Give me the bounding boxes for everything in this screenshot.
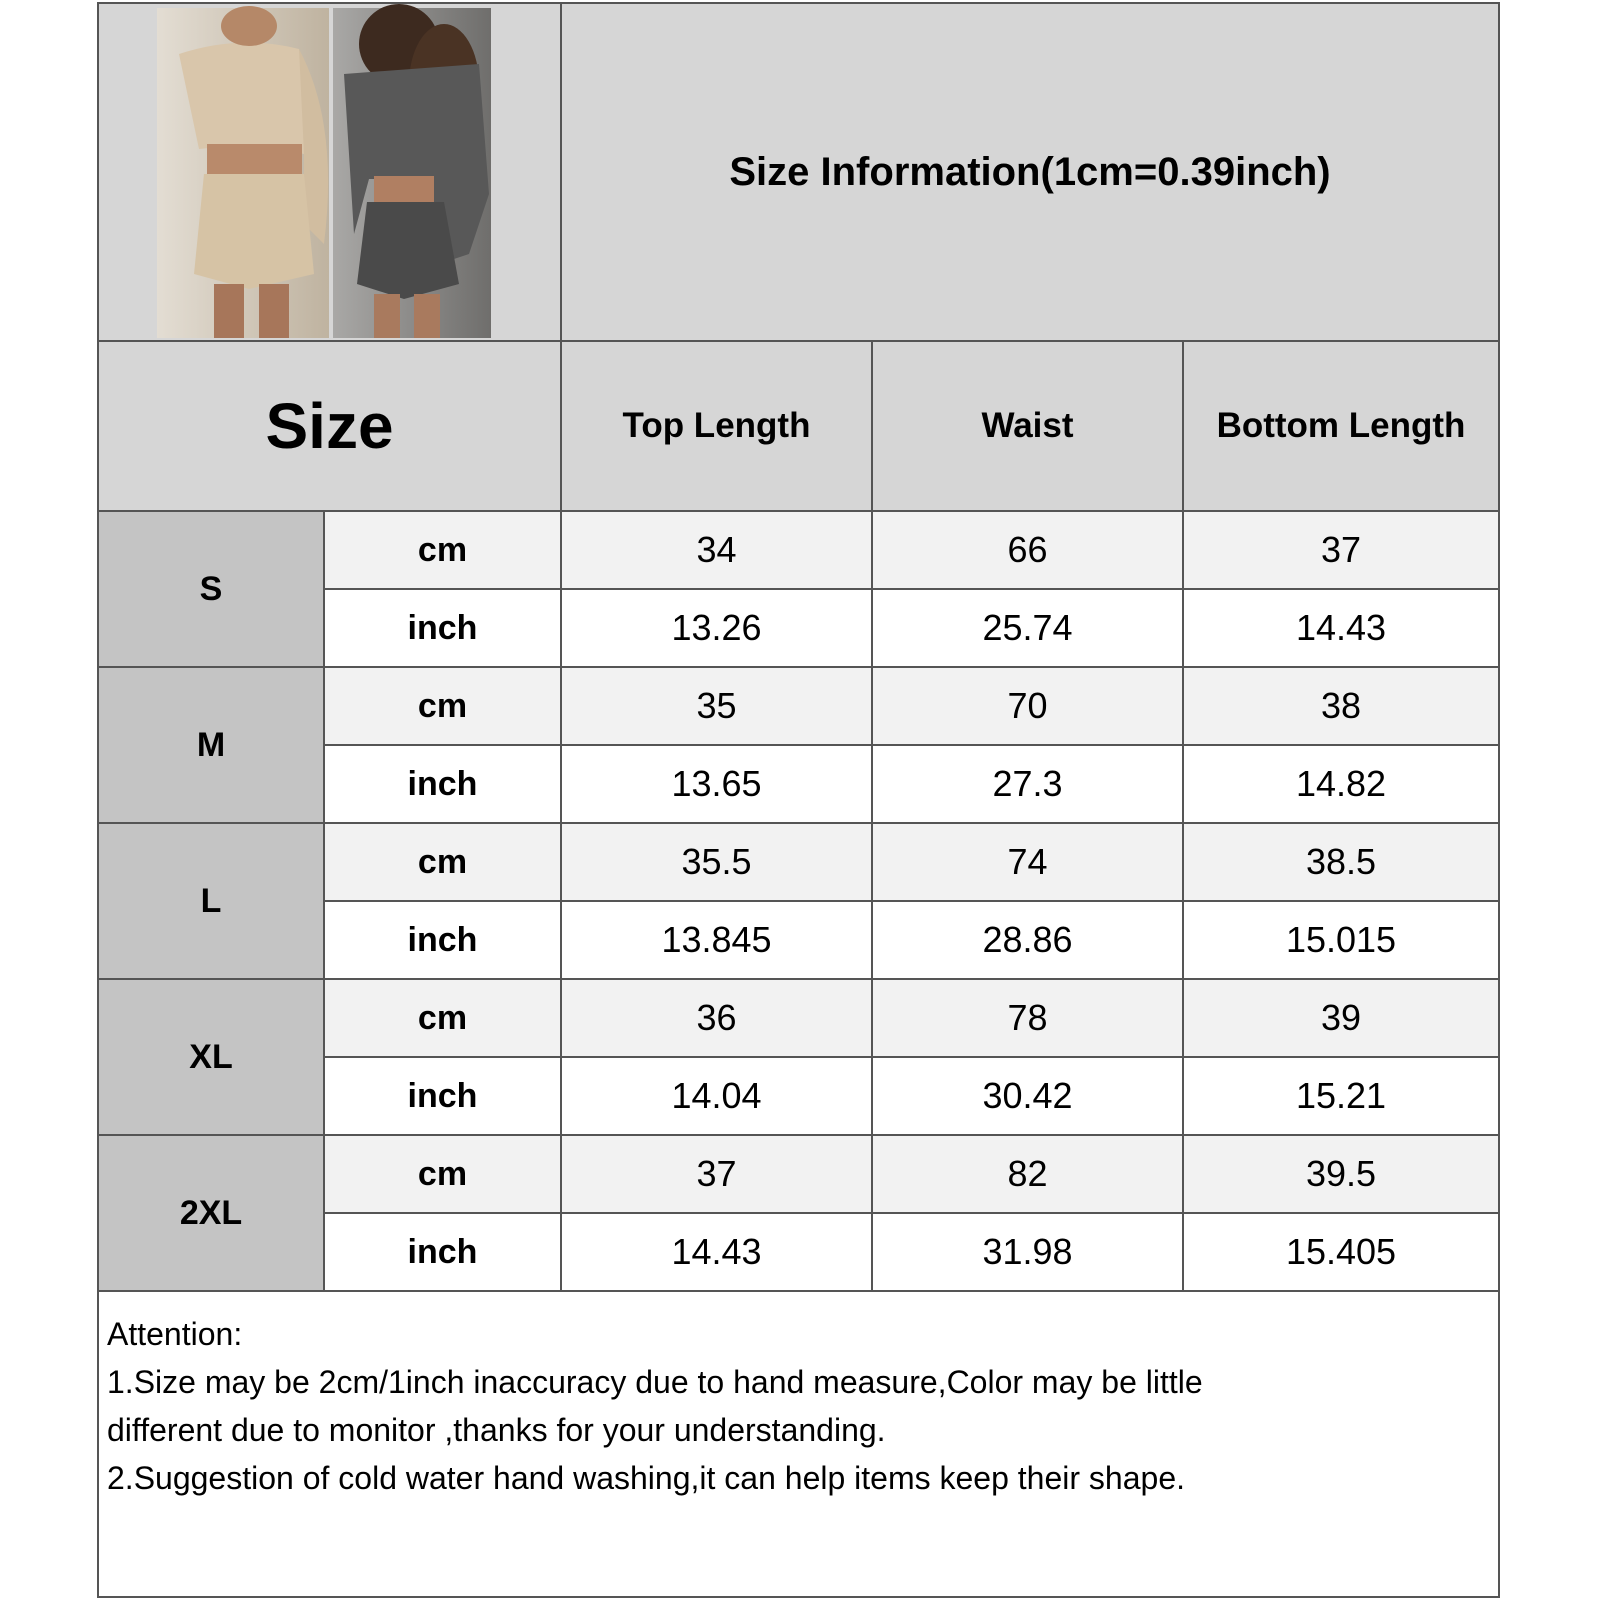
unit-label-inch: inch — [325, 1058, 562, 1136]
table-cell-inch: 15.405 — [1184, 1214, 1498, 1292]
table-cell-inch: 13.845 — [562, 902, 873, 980]
table-cell-cm: 34 — [562, 512, 873, 590]
table-cell-cm: 35 — [562, 668, 873, 746]
table-cell-cm: 74 — [873, 824, 1184, 902]
size-chart — [97, 2, 1500, 1598]
table-cell-inch: 31.98 — [873, 1214, 1184, 1292]
table-cell-cm: 35.5 — [562, 824, 873, 902]
unit-label-inch: inch — [325, 746, 562, 824]
table-cell-cm: 36 — [562, 980, 873, 1058]
notes-line-3: 2.Suggestion of cold water hand washing,it can help items keep their shape. — [107, 1460, 1185, 1496]
table-cell-inch: 14.82 — [1184, 746, 1498, 824]
column-header: Waist — [873, 340, 1184, 512]
table-cell-inch: 28.86 — [873, 902, 1184, 980]
table-cell-inch: 15.015 — [1184, 902, 1498, 980]
product-photo — [99, 4, 562, 340]
table-cell-cm: 66 — [873, 512, 1184, 590]
notes-title: Attention: — [107, 1316, 243, 1352]
unit-label-cm: cm — [325, 1136, 562, 1214]
table-cell-cm: 37 — [1184, 512, 1498, 590]
table-cell-inch: 14.43 — [562, 1214, 873, 1292]
size-column-header: Size — [99, 340, 562, 512]
unit-label-cm: cm — [325, 980, 562, 1058]
unit-label-cm: cm — [325, 512, 562, 590]
unit-label-cm: cm — [325, 668, 562, 746]
size-label: S — [99, 512, 325, 668]
table-cell-cm: 82 — [873, 1136, 1184, 1214]
table-cell-inch: 13.26 — [562, 590, 873, 668]
table-cell-cm: 38 — [1184, 668, 1498, 746]
table-cell-cm: 39 — [1184, 980, 1498, 1058]
notes-line-2: different due to monitor ,thanks for your understanding. — [107, 1412, 886, 1448]
column-header: Bottom Length — [1184, 340, 1498, 512]
table-cell-cm: 37 — [562, 1136, 873, 1214]
table-cell-inch: 15.21 — [1184, 1058, 1498, 1136]
column-header: Top Length — [562, 340, 873, 512]
table-cell-inch: 27.3 — [873, 746, 1184, 824]
size-label: 2XL — [99, 1136, 325, 1292]
size-label: L — [99, 824, 325, 980]
unit-label-inch: inch — [325, 590, 562, 668]
table-cell-inch: 25.74 — [873, 590, 1184, 668]
size-label: M — [99, 668, 325, 824]
table-cell-cm: 78 — [873, 980, 1184, 1058]
chart-title: Size Information(1cm=0.39inch) — [562, 4, 1498, 340]
notes-line-1: 1.Size may be 2cm/1inch inaccuracy due to hand measure,Color may be little — [107, 1364, 1203, 1400]
table-cell-cm: 39.5 — [1184, 1136, 1498, 1214]
table-cell-inch: 14.43 — [1184, 590, 1498, 668]
attention-notes — [99, 1306, 1498, 1506]
unit-label-cm: cm — [325, 824, 562, 902]
table-cell-inch: 14.04 — [562, 1058, 873, 1136]
table-cell-cm: 70 — [873, 668, 1184, 746]
table-cell-inch: 13.65 — [562, 746, 873, 824]
table-cell-inch: 30.42 — [873, 1058, 1184, 1136]
unit-label-inch: inch — [325, 902, 562, 980]
table-cell-cm: 38.5 — [1184, 824, 1498, 902]
unit-label-inch: inch — [325, 1214, 562, 1292]
size-label: XL — [99, 980, 325, 1136]
